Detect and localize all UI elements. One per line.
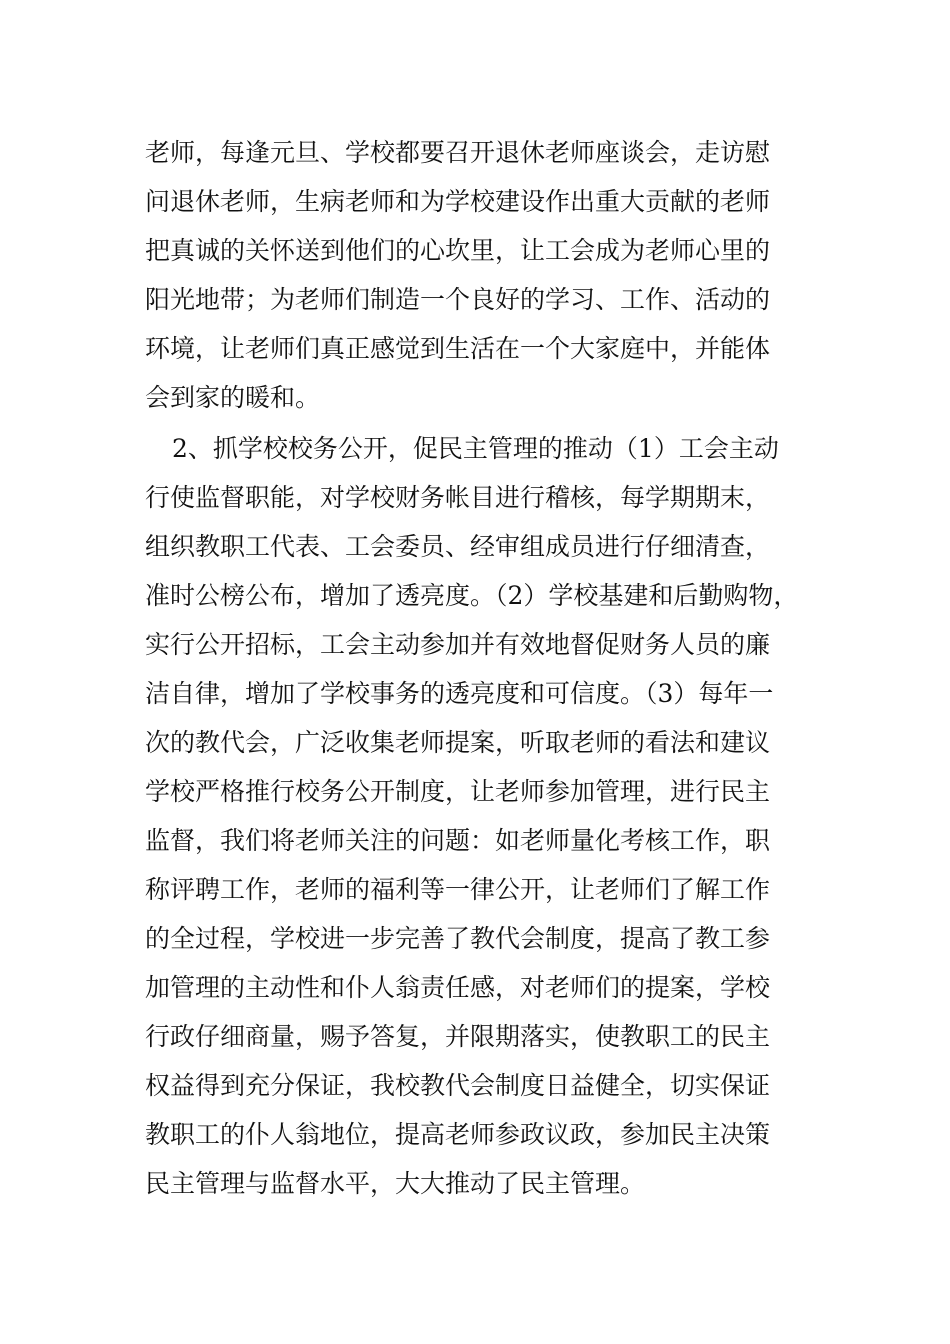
text-line: 次的教代会，广泛收集老师提案，听取老师的看法和建议: [145, 728, 771, 757]
text-line: 行使监督职能，对学校财务帐目进行稽核，每学期期末，: [145, 483, 771, 512]
text-line: 老师，每逢元旦、学校都要召开退休老师座谈会，走访慰: [145, 138, 771, 167]
text-line: 学校严格推行校务公开制度，让老师参加管理，进行民主: [145, 777, 771, 806]
text-line: 加管理的主动性和仆人翁责任感，对老师们的提案，学校: [145, 973, 771, 1002]
text-line: 把真诚的关怀送到他们的心坎里，让工会成为老师心里的: [145, 236, 771, 265]
text-line: 称评聘工作，老师的福利等一律公开，让老师们了解工作: [145, 875, 771, 904]
text-line: 问退休老师，生病老师和为学校建设作出重大贡献的老师: [145, 187, 771, 216]
text-line: 阳光地带；为老师们制造一个良好的学习、工作、活动的: [145, 285, 771, 314]
text-line: 环境，让老师们真正感觉到生活在一个大家庭中，并能体: [145, 334, 771, 363]
text-line: 会到家的暖和。: [145, 383, 321, 412]
text-line: 行政仔细商量，赐予答复，并限期落实，使教职工的民主: [145, 1022, 771, 1051]
text-line: 实行公开招标，工会主动参加并有效地督促财务人员的廉: [145, 630, 771, 659]
text-line: 组织教职工代表、工会委员、经审组成员进行仔细清查，: [145, 532, 771, 561]
text-line: 权益得到充分保证，我校教代会制度日益健全，切实保证: [145, 1071, 771, 1100]
text-line: 洁自律，增加了学校事务的透亮度和可信度。（3）每年一: [145, 679, 774, 708]
text-line: 监督，我们将老师关注的问题：如老师量化考核工作，职: [145, 826, 771, 855]
text-line: 教职工的仆人翁地位，提高老师参政议政，参加民主决策: [145, 1120, 771, 1149]
text-line: 2、抓学校校务公开，促民主管理的推动（1）工会主动: [172, 434, 779, 463]
text-line: 的全过程，学校进一步完善了教代会制度，提高了教工参: [145, 924, 771, 953]
text-line: 准时公榜公布，增加了透亮度。（2）学校基建和后勤购物，: [145, 581, 799, 610]
text-line: 民主管理与监督水平，大大推动了民主管理。: [145, 1169, 646, 1198]
